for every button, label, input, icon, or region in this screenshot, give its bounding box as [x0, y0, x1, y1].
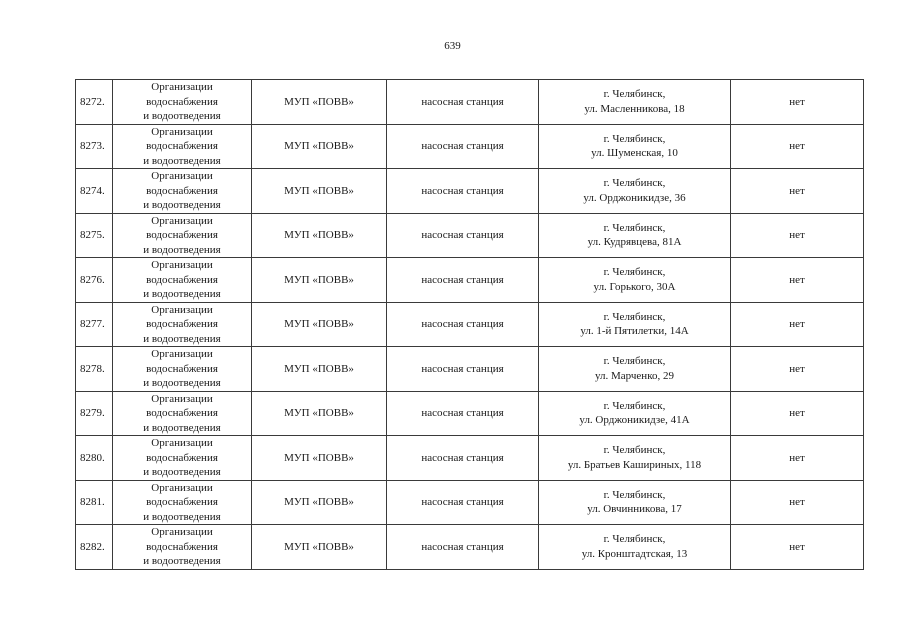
organization-type-line: водоснабжения: [146, 407, 218, 419]
organization-type-line: водоснабжения: [146, 540, 218, 553]
object-type-cell: насосная станция: [387, 258, 539, 303]
address-cell: [539, 436, 731, 481]
object-type-cell: насосная станция: [387, 347, 539, 392]
object-type-cell: насосная станция: [387, 302, 539, 347]
organization-type-line: и водоотведения: [143, 288, 221, 300]
row-number: 8281.: [76, 480, 113, 525]
address-street: ул. Шуменская, 10: [591, 147, 678, 160]
address-city: г. Челябинск,: [603, 88, 666, 101]
flag-cell: нет: [731, 525, 864, 570]
organization-type-cell: [113, 258, 252, 303]
operator-cell: МУП «ПОВВ»: [252, 80, 387, 125]
operator-cell: МУП «ПОВВ»: [252, 436, 387, 481]
organization-type-line: водоснабжения: [146, 496, 218, 508]
object-type-cell: насосная станция: [387, 124, 539, 169]
organization-type-cell: [113, 80, 252, 125]
organization-type-line: Организации: [151, 81, 213, 93]
flag-cell: нет: [731, 169, 864, 214]
address-cell: [539, 169, 731, 214]
address-city: г. Челябинск,: [603, 355, 666, 368]
organization-type-line: Организации: [151, 170, 213, 182]
table-row: [76, 480, 864, 525]
organization-type-line: водоснабжения: [146, 318, 218, 330]
table-row: [76, 347, 864, 392]
table-row: [76, 213, 864, 258]
address-cell: [539, 80, 731, 125]
row-number: 8278.: [76, 347, 113, 392]
table-row: [76, 169, 864, 214]
object-type-cell: насосная станция: [387, 80, 539, 125]
flag-cell: нет: [731, 124, 864, 169]
address-city: г. Челябинск,: [603, 221, 666, 234]
organization-type-line: и водоотведения: [143, 110, 221, 122]
operator-cell: МУП «ПОВВ»: [252, 480, 387, 525]
row-number: 8277.: [76, 302, 113, 347]
flag-cell: нет: [731, 391, 864, 436]
organization-type-line: и водоотведения: [143, 332, 221, 345]
address-street: ул. 1-й Пятилетки, 14А: [580, 325, 689, 338]
organization-type-cell: [113, 391, 252, 436]
address-cell: [539, 525, 731, 570]
organization-type-line: водоснабжения: [146, 95, 218, 108]
flag-cell: нет: [731, 347, 864, 392]
table-row: [76, 124, 864, 169]
address-city: г. Челябинск,: [603, 533, 666, 546]
row-number: 8282.: [76, 525, 113, 570]
table-row: [76, 391, 864, 436]
address-cell: [539, 480, 731, 525]
organization-type-line: Организации: [151, 437, 213, 449]
address-city: г. Челябинск,: [603, 399, 666, 412]
address-cell: [539, 213, 731, 258]
row-number: 8279.: [76, 391, 113, 436]
organization-type-cell: [113, 213, 252, 258]
operator-cell: МУП «ПОВВ»: [252, 347, 387, 392]
row-number: 8275.: [76, 213, 113, 258]
object-type-cell: насосная станция: [387, 525, 539, 570]
address-street: ул. Братьев Кашириных, 118: [567, 458, 702, 471]
address-street: ул. Орджоникидзе, 41А: [579, 414, 690, 427]
flag-cell: нет: [731, 480, 864, 525]
organization-type-cell: [113, 347, 252, 392]
address-city: г. Челябинск,: [603, 488, 666, 501]
organization-type-line: и водоотведения: [143, 154, 221, 167]
object-type-cell: насосная станция: [387, 169, 539, 214]
address-street: ул. Марченко, 29: [595, 369, 674, 382]
organization-type-line: водоснабжения: [146, 140, 218, 152]
object-type-cell: насосная станция: [387, 213, 539, 258]
operator-cell: МУП «ПОВВ»: [252, 124, 387, 169]
organization-type-line: водоснабжения: [146, 184, 218, 197]
operator-cell: МУП «ПОВВ»: [252, 391, 387, 436]
address-street: ул. Масленникова, 18: [584, 102, 685, 115]
organization-type-cell: [113, 436, 252, 481]
address-street: ул. Горького, 30А: [593, 280, 676, 293]
address-cell: [539, 124, 731, 169]
organization-type-cell: [113, 302, 252, 347]
table-row: [76, 525, 864, 570]
flag-cell: нет: [731, 80, 864, 125]
organization-type-cell: [113, 169, 252, 214]
row-number: 8280.: [76, 436, 113, 481]
operator-cell: МУП «ПОВВ»: [252, 302, 387, 347]
organization-type-line: и водоотведения: [143, 199, 221, 211]
address-street: ул. Овчинникова, 17: [587, 503, 682, 516]
address-city: г. Челябинск,: [603, 132, 666, 145]
object-type-cell: насосная станция: [387, 480, 539, 525]
address-street: ул. Орджоникидзе, 36: [583, 191, 686, 204]
organization-type-line: Организации: [151, 259, 213, 271]
address-street: ул. Кудрявцева, 81А: [587, 236, 682, 249]
address-street: ул. Кронштадтская, 13: [581, 547, 688, 560]
organization-type-line: Организации: [151, 214, 213, 227]
table-row: [76, 302, 864, 347]
organization-type-cell: [113, 124, 252, 169]
object-type-cell: насосная станция: [387, 436, 539, 481]
object-type-cell: насосная станция: [387, 391, 539, 436]
address-city: г. Челябинск,: [603, 177, 666, 190]
address-city: г. Челябинск,: [603, 266, 666, 279]
row-number: 8272.: [76, 80, 113, 125]
organization-type-line: водоснабжения: [146, 362, 218, 375]
organization-type-line: Организации: [151, 125, 213, 138]
organization-type-line: Организации: [151, 481, 213, 494]
flag-cell: нет: [731, 213, 864, 258]
operator-cell: МУП «ПОВВ»: [252, 213, 387, 258]
address-city: г. Челябинск,: [603, 310, 666, 323]
flag-cell: нет: [731, 258, 864, 303]
address-city: г. Челябинск,: [603, 444, 666, 457]
table-row: [76, 80, 864, 125]
address-cell: [539, 302, 731, 347]
row-number: 8274.: [76, 169, 113, 214]
organization-type-line: и водоотведения: [143, 243, 221, 256]
registry-table: [75, 79, 864, 570]
flag-cell: нет: [731, 302, 864, 347]
organization-type-line: Организации: [151, 303, 213, 316]
row-number: 8273.: [76, 124, 113, 169]
table-row: [76, 258, 864, 303]
organization-type-line: и водоотведения: [143, 466, 221, 478]
address-cell: [539, 258, 731, 303]
organization-type-line: водоснабжения: [146, 229, 218, 241]
page-number: 639: [444, 40, 461, 52]
address-cell: [539, 391, 731, 436]
registry-table-body: [76, 80, 864, 570]
organization-type-line: Организации: [151, 392, 213, 405]
operator-cell: МУП «ПОВВ»: [252, 169, 387, 214]
flag-cell: нет: [731, 436, 864, 481]
address-cell: [539, 347, 731, 392]
organization-type-line: и водоотведения: [143, 421, 221, 434]
organization-type-line: и водоотведения: [143, 555, 221, 567]
organization-type-line: и водоотведения: [143, 377, 221, 389]
organization-type-line: и водоотведения: [143, 510, 221, 523]
operator-cell: МУП «ПОВВ»: [252, 525, 387, 570]
organization-type-line: водоснабжения: [146, 273, 218, 286]
organization-type-cell: [113, 480, 252, 525]
operator-cell: МУП «ПОВВ»: [252, 258, 387, 303]
organization-type-line: Организации: [151, 526, 213, 538]
table-row: [76, 436, 864, 481]
row-number: 8276.: [76, 258, 113, 303]
organization-type-line: Организации: [151, 348, 213, 360]
organization-type-line: водоснабжения: [146, 451, 218, 464]
organization-type-cell: [113, 525, 252, 570]
